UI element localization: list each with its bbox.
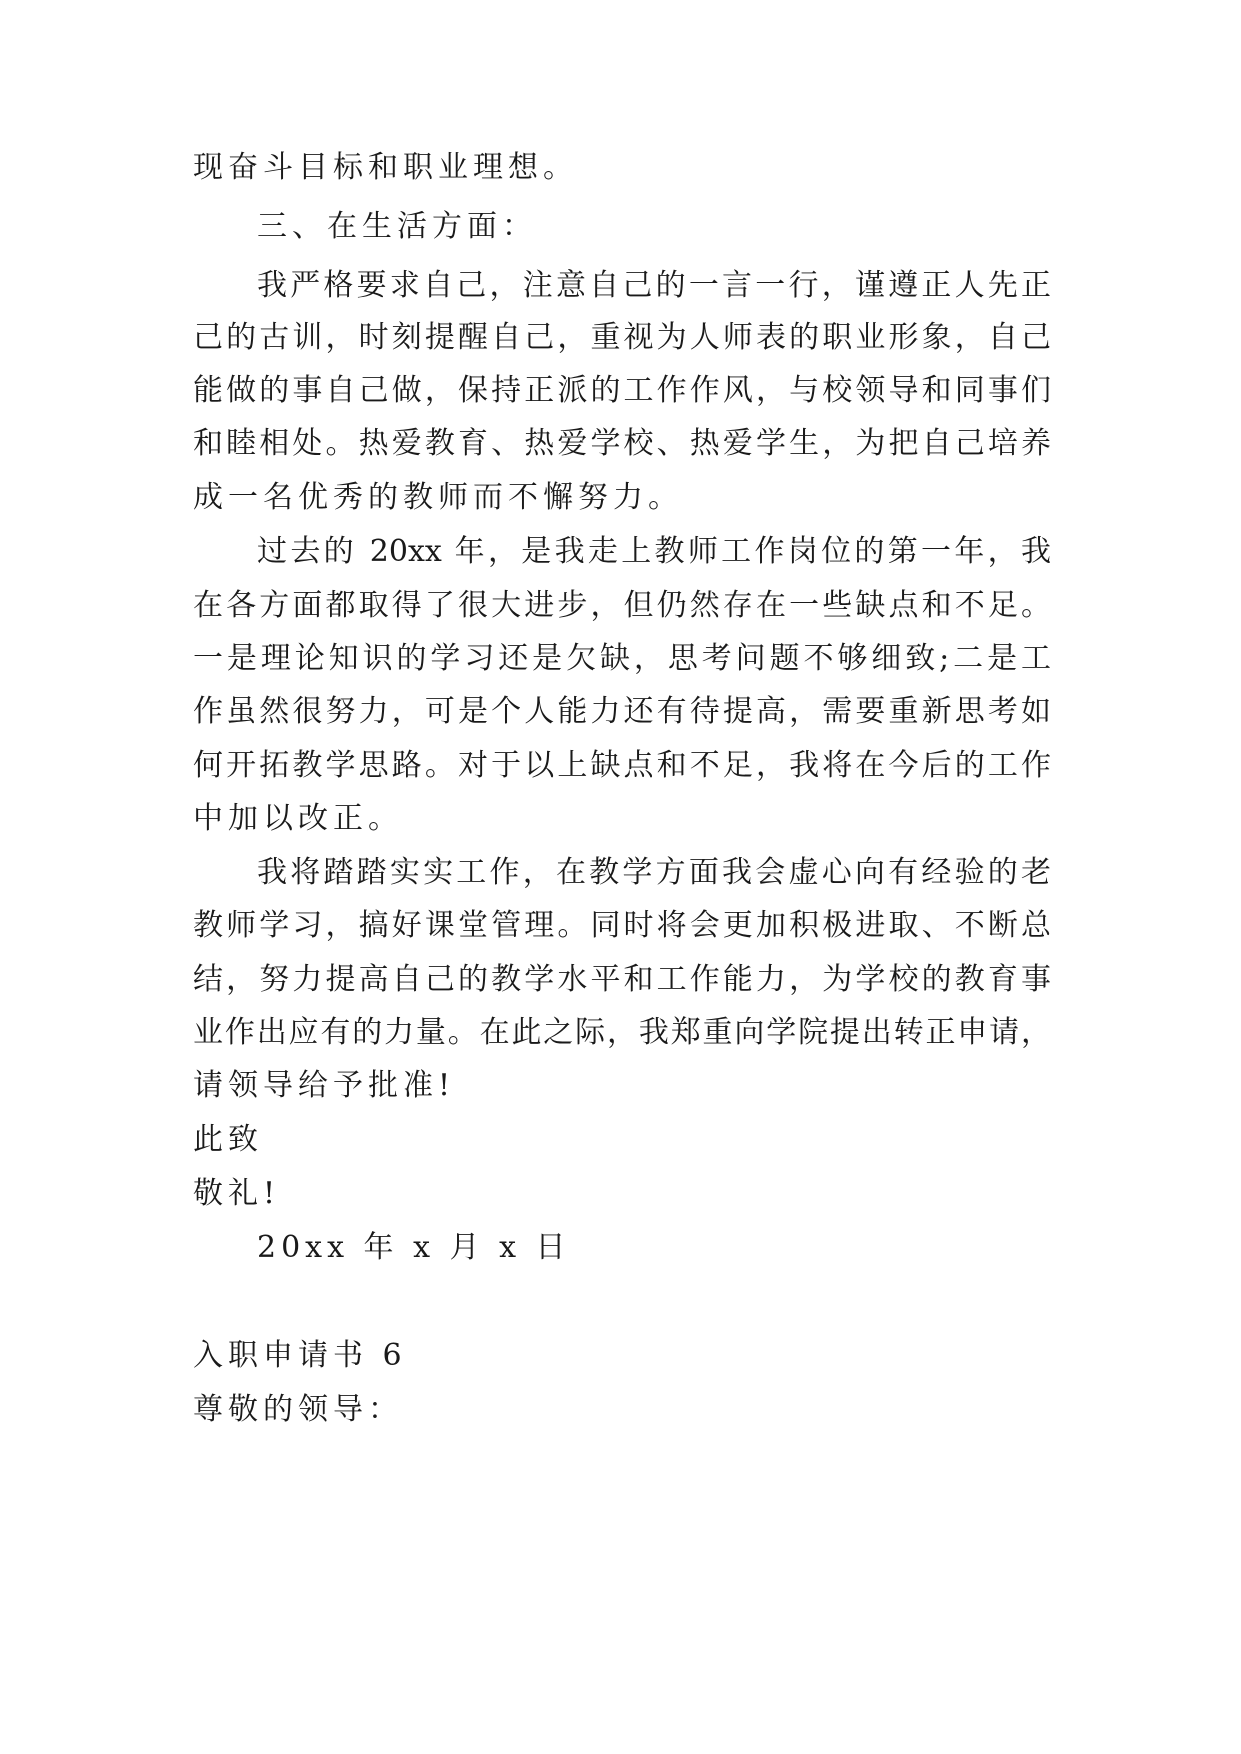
paragraph-line: 能做的事自己做，保持正派的工作作风，与校领导和同事们 — [193, 373, 1051, 408]
closing-salutation: 此致 — [193, 1122, 263, 1157]
date-line: 20xx 年 x 月 x 日 — [257, 1230, 571, 1265]
paragraph-line: 我严格要求自己，注意自己的一言一行，谨遵正人先正 — [257, 268, 1051, 303]
paragraph-line: 何开拓教学思路。对于以上缺点和不足，我将在今后的工作 — [193, 748, 1051, 783]
paragraph-line: 结，努力提高自己的教学水平和工作能力，为学校的教育事 — [193, 962, 1051, 997]
paragraph-line: 己的古训，时刻提醒自己，重视为人师表的职业形象，自己 — [193, 320, 1051, 355]
paragraph-line: 过去的 20xx 年，是我走上教师工作岗位的第一年，我 — [257, 534, 1051, 569]
greeting: 尊敬的领导： — [193, 1392, 403, 1427]
paragraph-line: 作虽然很努力，可是个人能力还有待提高，需要重新思考如 — [193, 694, 1051, 729]
paragraph-line: 请领导给予批准! — [193, 1068, 456, 1103]
paragraph-line: 中加以改正。 — [193, 801, 403, 836]
paragraph-line: 业作出应有的力量。在此之际，我郑重向学院提出转正申请， — [193, 1015, 1051, 1050]
paragraph-line: 教师学习，搞好课堂管理。同时将会更加积极进取、不断总 — [193, 908, 1051, 943]
paragraph-line: 成一名优秀的教师而不懈努力。 — [193, 480, 683, 515]
closing-regards: 敬礼! — [193, 1176, 281, 1211]
paragraph-line: 和睦相处。热爱教育、热爱学校、热爱学生，为把自己培养 — [193, 426, 1051, 461]
paragraph-line: 一是理论知识的学习还是欠缺，思考问题不够细致;二是工 — [193, 641, 1051, 676]
document-title: 入职申请书 6 — [193, 1338, 407, 1373]
section-heading: 三、在生活方面： — [257, 209, 537, 244]
paragraph-line: 我将踏踏实实工作，在教学方面我会虚心向有经验的老 — [257, 855, 1051, 890]
paragraph-line: 在各方面都取得了很大进步，但仍然存在一些缺点和不足。 — [193, 588, 1051, 623]
paragraph-line: 现奋斗目标和职业理想。 — [193, 150, 578, 185]
